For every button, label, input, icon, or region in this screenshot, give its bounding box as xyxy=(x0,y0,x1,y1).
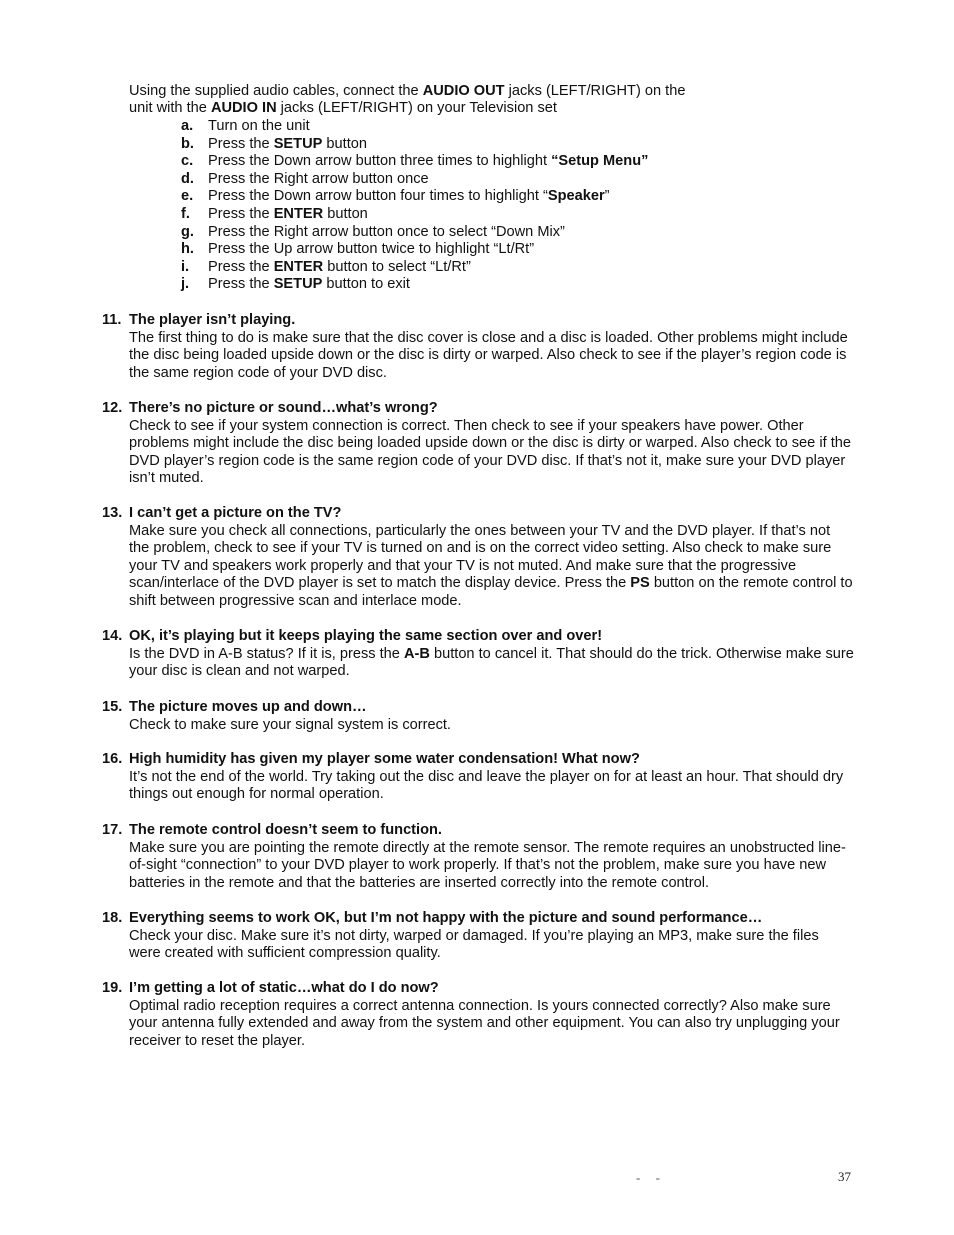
bold-text: SETUP xyxy=(273,276,323,293)
step-item xyxy=(181,206,841,224)
faq-number: 17. xyxy=(102,822,123,838)
faq-number: 12. xyxy=(102,400,123,416)
text-run: The first thing to do is make sure that the disc cover is close and a disc is loaded. Other problems might include the disc being loaded upside down or the disc is dirty or warped. Also check to see if the player’s region code is the same region code of your DVD disc. xyxy=(129,329,848,381)
faq-number: 11. xyxy=(102,312,122,328)
text-run: Press the xyxy=(208,258,274,275)
bold-text: AUDIO IN xyxy=(210,100,277,116)
step-item xyxy=(181,153,841,171)
setup-steps-list xyxy=(181,118,841,294)
text-run: Check to make sure your signal system is correct. xyxy=(129,716,451,733)
step-item xyxy=(181,136,841,154)
faq-item-19 xyxy=(102,980,854,1050)
faq-item-12 xyxy=(102,400,854,488)
step-item xyxy=(181,118,841,136)
step-item xyxy=(181,171,841,189)
faq-item-17 xyxy=(102,822,854,892)
text-run: Press the xyxy=(208,205,274,222)
text-run: button to select “Lt/Rt” xyxy=(323,258,471,275)
step-letter: a. xyxy=(181,118,194,134)
text-run: It’s not the end of the world. Try taking out the disc and leave the player on for at least an hour. That should dry things out enough for normal operation. xyxy=(129,768,844,803)
text-run: unit with the xyxy=(129,100,211,116)
step-text xyxy=(208,171,429,189)
step-letter: c. xyxy=(181,153,194,170)
step-item xyxy=(181,224,841,242)
text-run: button to cancel it. That should do the trick. Otherwise make sure your disc is clean and not warped. xyxy=(129,645,854,680)
step-text xyxy=(208,136,367,154)
faq-question-text: The player isn’t playing. xyxy=(129,312,296,328)
faq-question xyxy=(102,400,854,418)
step-letter: j. xyxy=(181,276,190,293)
text-run: jacks (LEFT/RIGHT) on your Television set xyxy=(276,100,557,116)
bold-text: A-B xyxy=(403,645,430,662)
faq-question xyxy=(102,980,854,998)
text-run: Press the Down arrow button three times to highlight xyxy=(208,153,552,170)
faq-question xyxy=(102,910,854,928)
step-letter: g. xyxy=(181,223,194,240)
step-item xyxy=(181,188,841,206)
faq-question-text: I can’t get a picture on the TV? xyxy=(129,505,342,521)
page-number: 37 xyxy=(838,1169,851,1184)
text-run: Using the supplied audio cables, connect the xyxy=(129,83,423,99)
faq-question xyxy=(102,822,854,840)
text-run: Check your disc. Make sure it’s not dirty, warped or damaged. If you’re playing an MP3, make sure the files were created with sufficient compression quality. xyxy=(129,927,819,962)
step-letter: d. xyxy=(181,170,194,187)
faq-question xyxy=(102,505,854,523)
faq-question xyxy=(102,699,854,717)
text-run: Is the DVD in A-B status? If it is, press the xyxy=(129,645,404,662)
faq-question-text: Everything seems to work OK, but I’m not happy with the picture and sound performance… xyxy=(129,910,763,926)
step-letter: b. xyxy=(181,135,194,152)
faq-item-14 xyxy=(102,628,854,681)
faq-question xyxy=(102,628,854,646)
faq-number: 14. xyxy=(102,628,123,644)
faq-answer xyxy=(129,523,854,611)
step-text xyxy=(208,276,410,294)
faq-number: 18. xyxy=(102,910,123,926)
faq-item-11 xyxy=(102,312,854,382)
faq-question-text: OK, it’s playing but it keeps playing the same section over and over! xyxy=(129,628,603,644)
text-run: Optimal radio reception requires a correct antenna connection. Is yours connected correctly? Also make sure your antenna fully extended and away from the system and other equipment. You can also try unplugging your receiver to reset the player. xyxy=(129,997,840,1049)
bold-text: AUDIO OUT xyxy=(422,83,505,99)
text-run: Press the xyxy=(208,135,274,152)
faq-number: 13. xyxy=(102,505,123,521)
footer-dashes: - - xyxy=(636,1170,666,1185)
faq-item-13 xyxy=(102,505,854,611)
text-run: button to exit xyxy=(322,276,410,293)
step-letter: f. xyxy=(181,205,190,222)
step-text xyxy=(208,206,368,224)
faq-question-text: The picture moves up and down… xyxy=(129,699,367,715)
faq-number: 15. xyxy=(102,699,123,715)
step-text xyxy=(208,241,534,259)
step-letter: h. xyxy=(181,241,194,258)
faq-answer xyxy=(129,928,854,963)
bold-text: ENTER xyxy=(273,205,324,222)
text-run: Make sure you check all connections, particularly the ones between your TV and the DVD player. If that’s not the problem, check to see if your TV is turned on and is on the correct video setting. Also check to make sure your TV and speakers work properly and that your TV is not muted. And make sure that the progressive scan/interlace of the DVD player is set to match the display device. Press the xyxy=(129,522,832,592)
text-run: button xyxy=(322,135,367,152)
faq-answer xyxy=(129,330,854,383)
faq-answer xyxy=(129,769,854,804)
text-run: Press the xyxy=(208,276,274,293)
faq-answer xyxy=(129,418,854,488)
step-letter: e. xyxy=(181,188,194,205)
faq-item-18 xyxy=(102,910,854,963)
bold-text: SETUP xyxy=(273,135,323,152)
faq-number: 19. xyxy=(102,980,123,996)
faq-question-text: High humidity has given my player some water condensation! What now? xyxy=(129,751,640,767)
text-run: Make sure you are pointing the remote directly at the remote sensor. The remote requires an unobstructed line-of-sight “connection” to your DVD player to work properly. If that’s not the problem, make sure you have new batteries in the remote and that the batteries are inserted correctly into the remote control. xyxy=(129,839,846,891)
text-run: Press the Up arrow button twice to highlight “Lt/Rt” xyxy=(208,241,535,258)
step-text xyxy=(208,118,310,136)
intro-line-2 xyxy=(129,100,849,118)
text-run: Press the Down arrow button four times to highlight “ xyxy=(208,188,548,205)
text-run: Press the Right arrow button once to select “Down Mix” xyxy=(208,223,565,240)
bold-text: PS xyxy=(630,575,650,592)
step-text xyxy=(208,153,648,171)
step-text xyxy=(208,259,471,277)
text-run: button xyxy=(323,205,368,222)
text-run: Press the Right arrow button once xyxy=(208,170,429,187)
step-text xyxy=(208,224,565,242)
step-text xyxy=(208,188,610,206)
step-item xyxy=(181,276,841,294)
faq-answer xyxy=(129,998,854,1051)
text-run: Check to see if your system connection is correct. Then check to see if your speakers have power. Other problems might include the disc being loaded upside down or the disc is dirty or warped. Also check to see if the DVD player’s region code is the same region code of your DVD disc. If that’s not it, make sure your DVD player isn’t muted. xyxy=(129,417,851,487)
faq-item-16 xyxy=(102,751,854,804)
faq-answer xyxy=(129,840,854,893)
text-run: Turn on the unit xyxy=(208,118,310,134)
text-run: ” xyxy=(604,188,610,205)
faq-question xyxy=(102,751,854,769)
step-item xyxy=(181,259,841,277)
step-letter: i. xyxy=(181,258,190,275)
faq-number: 16. xyxy=(102,751,123,767)
text-run: button on the remote control to shift between progressive scan and interlace mode. xyxy=(129,575,853,609)
faq-item-15 xyxy=(102,699,854,734)
text-run: jacks (LEFT/RIGHT) on the xyxy=(504,83,686,99)
intro-line-1 xyxy=(129,83,849,101)
faq-answer xyxy=(129,717,854,735)
faq-answer xyxy=(129,646,854,681)
faq-question-text: I’m getting a lot of static…what do I do now? xyxy=(129,980,439,996)
faq-question-text: The remote control doesn’t seem to function. xyxy=(129,822,442,838)
faq-question xyxy=(102,312,854,330)
bold-text: ENTER xyxy=(273,258,324,275)
step-item xyxy=(181,241,841,259)
bold-text: “Setup Menu” xyxy=(551,153,649,170)
faq-question-text: There’s no picture or sound…what’s wrong? xyxy=(129,400,438,416)
bold-text: Speaker xyxy=(547,188,605,205)
